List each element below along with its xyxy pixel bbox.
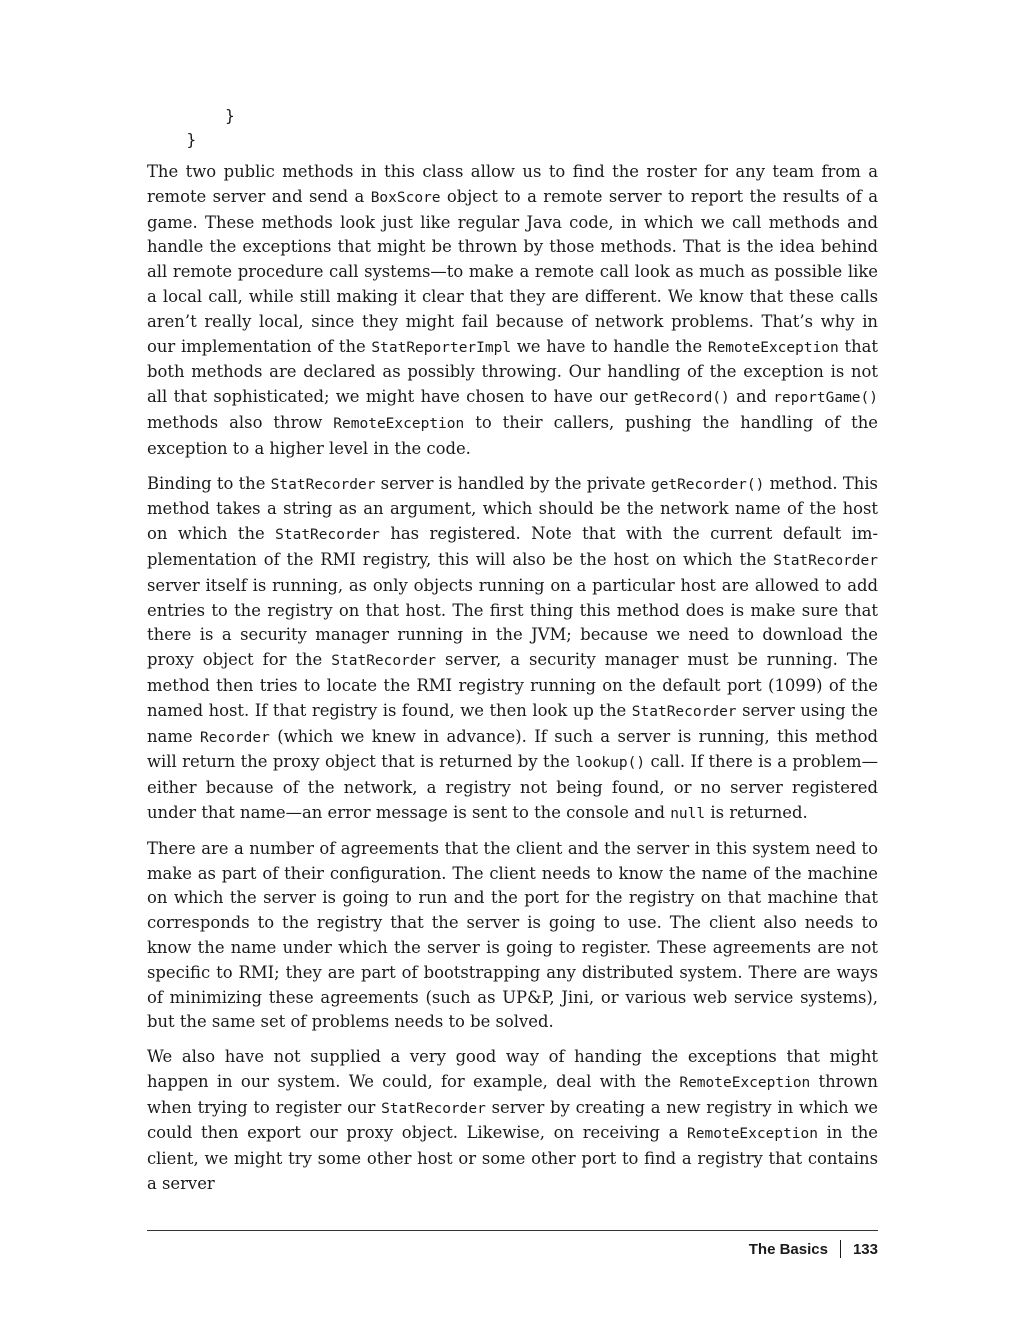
page-number: 133 <box>852 1240 878 1258</box>
text-run: server using the name <box>147 700 878 746</box>
text-run: call. If there is a problem—either because of the network, a registry not being found, or no server registered under that name—an error message is sent to the console and <box>147 752 878 822</box>
inline-code: getRecord() <box>633 390 730 407</box>
paragraph <box>147 160 878 462</box>
inline-code: RemoteException <box>679 1074 811 1091</box>
body-text <box>147 160 878 1207</box>
inline-code: StatRecorder <box>631 703 737 720</box>
text-run: server itself is running, as only objects running on a particular host are allowed to add entries to the registry on that host. The first thing this method does is make sure that there is a security manager running in the JVM; because we need to download the proxy object for the <box>147 575 878 670</box>
page-footer <box>749 1240 878 1258</box>
paragraph <box>147 1045 878 1197</box>
inline-code: BoxScore <box>370 189 441 206</box>
text-run: is returned. <box>705 802 808 822</box>
text-run: (which we knew in advance). If such a server is running, this method will return the proxy object that is returned by the <box>147 726 879 772</box>
text-run: methods also throw <box>147 412 334 432</box>
inline-code: getRecorder() <box>650 476 765 493</box>
footer-section-title: The Basics <box>748 1240 828 1258</box>
text-run: object to a remote server to report the results of a game. These methods look just like regular Java code, in which we call methods and handle the exceptions that might be thrown by those methods. That is the idea behind all remote procedure call systems—to make a remote call look as much as possible like a local call, while still making it clear that they are different. We know that these calls aren’t really local, since they might fail because of network problems. That’s why in our implementation of the <box>147 186 879 356</box>
code-line: } <box>148 130 197 149</box>
inline-code: StatRecorder <box>270 476 376 493</box>
text-run: and <box>729 387 774 407</box>
text-run: that both methods are declared as possibly throwing. Our handling of the exception is not all that sophisticated; we might have chosen to have our <box>147 336 878 407</box>
text-run: server is handled by the private <box>375 473 651 493</box>
footer-separator <box>840 1240 841 1258</box>
inline-code: StatRecorder <box>773 552 878 569</box>
inline-code: StatReporterImpl <box>371 339 512 356</box>
text-run: The two public methods in this class allow us to find the roster for any team from a remote server and send a <box>147 162 878 206</box>
text-run: has registered. Note that with the current default implementation of the RMI registry, this will also be the host on which the <box>147 524 878 569</box>
code-snippet <box>148 104 235 152</box>
text-run: in the client, we might try some other host or some other port to find a registry that contains a server <box>147 1123 878 1194</box>
footer-rule <box>147 1230 878 1231</box>
text-run: we have to handle the <box>511 336 708 356</box>
inline-code: StatRecorder <box>381 1100 486 1117</box>
inline-code: RemoteException <box>687 1126 818 1143</box>
inline-code: RemoteException <box>333 415 465 432</box>
text-run: thrown when trying to register our <box>147 1071 878 1117</box>
text-run: to their callers, pushing the handling of the exception to a higher level in the code. <box>147 412 878 458</box>
text-run: We also have not supplied a very good way of handing the exceptions that might happen in our system. We could, for example, deal with the <box>147 1047 878 1091</box>
text-run: server by creating a new registry in which we could then export our proxy object. Likewise, on receiving a <box>147 1097 878 1143</box>
text-run: Binding to the <box>147 473 271 493</box>
inline-code: RemoteException <box>707 339 839 356</box>
text-run: There are a number of agreements that the client and the server in this system need to make as part of their configuration. The client needs to know the name of the machine on which the server is going to run and the port for the registry on that machine that corresponds to the registry that the server is going to use. The client also needs to know the name under which the server is going to register. These agreements are not specific to RMI; they are part of bootstrapping any distributed system. There are ways of minimizing these agreements (such as UP&P, Jini, or various web service systems), but the same set of problems needs to be solved. <box>147 838 878 1032</box>
inline-code: reportGame() <box>773 390 878 407</box>
inline-code: lookup() <box>575 755 646 772</box>
text-run: server, a security manager must be running. The method then tries to locate the RMI registry running on the default port (1099) of the named host. If that registry is found, we then look up the <box>147 650 878 720</box>
inline-code: StatRecorder <box>275 527 380 544</box>
paragraph <box>147 472 878 827</box>
inline-code: StatRecorder <box>331 653 437 670</box>
inline-code: null <box>670 805 706 822</box>
text-run: method. This method takes a string as an argument, which should be the network name of the host on which the <box>147 473 878 544</box>
inline-code: Recorder <box>199 729 270 746</box>
paragraph <box>147 837 878 1035</box>
code-line: } <box>148 106 235 125</box>
